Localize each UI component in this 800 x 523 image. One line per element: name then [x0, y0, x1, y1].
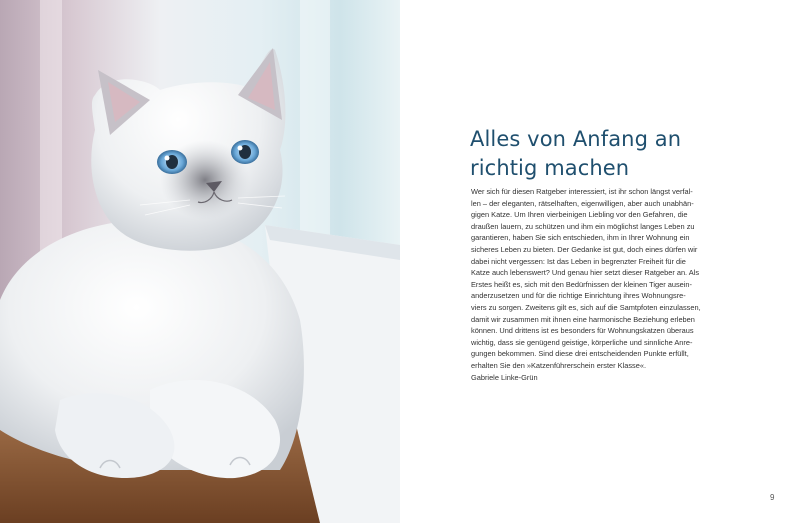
paragraph-line: garantieren, haben Sie sich entschieden, ihm in Ihrer Wohnung ein [471, 233, 690, 243]
text-page [400, 0, 800, 523]
paragraph-line: len – der eleganten, rätselhaften, eigenwilligen, aber auch unabhän- [471, 198, 694, 208]
paragraph-line: gungen bekommen. Sind diese drei entscheidenden Punkte erfüllt, [471, 349, 689, 359]
paragraph-line: erhalten Sie den »Katzenführerschein erster Klasse«. [471, 360, 647, 370]
paragraph-line: dabei nicht vergessen: Ist das Leben in begrenzter Freiheit für die [471, 256, 686, 266]
paragraph-line: Katze auch lebenswert? Und genau hier setzt dieser Ratgeber an. Als [471, 268, 700, 278]
paragraph-line: gigen Katze. Um Ihren vierbeinigen Liebling vor den Gefahren, die [471, 210, 688, 220]
paragraph-line: sicheres Leben zu bieten. Der Gedanke ist gut, doch eines dürfen wir [471, 244, 698, 254]
paragraph-line: damit wir zusammen mit ihnen eine harmonische Beziehung erleben [471, 314, 695, 324]
chapter-title-line-1: Alles von Anfang an [470, 127, 682, 151]
paragraph-line: viers zu sorgen. Zweitens gilt es, sich auf die Samtpfoten einzulassen, [471, 302, 701, 312]
paragraph-line: Erstes heißt es, sich mit den Bedürfnissen der kleinen Tiger ausein- [471, 279, 693, 289]
chapter-title [470, 125, 770, 183]
paragraph-line: wichtig, dass sie genügend geistige, körperliche und sinnliche Anre- [471, 337, 693, 347]
page-number: 9 [770, 493, 775, 502]
paragraph-line: können. Und drittens ist es besonders für Wohnungskatzen überaus [471, 326, 694, 336]
paragraph-line: draußen lauern, zu schützen und ihm ein möglichst langes Leben zu [471, 221, 695, 231]
paragraph-line: Wer sich für diesen Ratgeber interessiert, ist ihr schon längst verfal- [471, 187, 693, 196]
chapter-title-line-2: richtig machen [470, 156, 630, 180]
paragraph-line: anderzusetzen und für die richtige Einrichtung ihres Wohnungsre- [471, 291, 686, 301]
intro-paragraph [471, 186, 703, 372]
author-signature: Gabriele Linke-Grün [471, 373, 538, 382]
